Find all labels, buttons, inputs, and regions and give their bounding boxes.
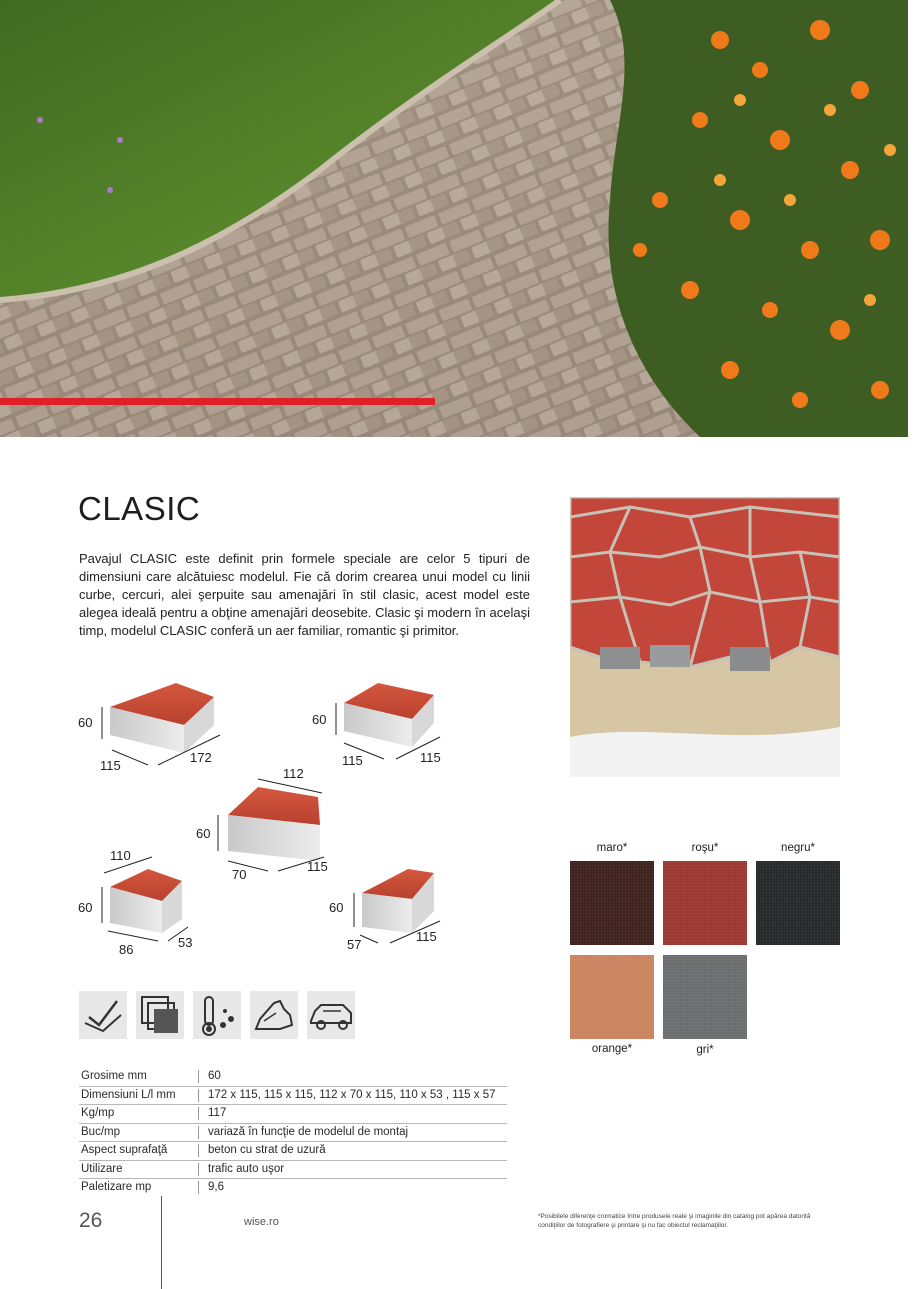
- spec-row: [79, 1087, 507, 1106]
- spec-label: Kg/mp: [81, 1107, 115, 1119]
- dim-b1-w: 115: [100, 758, 121, 773]
- dim-b4-l: 53: [178, 935, 193, 950]
- spec-label: Grosime mm: [81, 1070, 147, 1082]
- frost-resistance-icon: [193, 991, 241, 1039]
- color-label-negru: negru*: [781, 842, 815, 854]
- spec-row: [79, 1124, 507, 1143]
- product-title: CLASIC: [78, 490, 201, 527]
- spec-label: Buc/mp: [81, 1125, 120, 1138]
- block-115x115: [336, 683, 440, 759]
- color-label-maro: maro*: [596, 842, 628, 854]
- spec-value: 172 x 115, 115 x 115, 112 x 70 x 115, 110 x 53 , 115 x 57: [208, 1088, 496, 1101]
- spec-row: [79, 1179, 507, 1197]
- dim-b5-l: 115: [416, 929, 437, 944]
- dim-b2-w: 115: [342, 753, 363, 768]
- block-112x70x115: [218, 779, 324, 871]
- dim-b5-h: 60: [329, 900, 344, 915]
- color-disclaimer: *Posibilele diferenţe cromatice între produsele reale şi imaginile din catalog pot apărea datorită condiţiilor de fotografiere şi printare şi nu fac obiectul reclamaţiilor.: [538, 1213, 811, 1229]
- color-label-orange: orange*: [591, 1043, 633, 1055]
- dim-b4-h: 60: [78, 900, 93, 915]
- spec-label: Paletizare mp: [81, 1181, 152, 1193]
- spec-value: 9,6: [208, 1181, 224, 1193]
- color-swatch-gri: [663, 955, 747, 1039]
- spec-label: Utilizare: [81, 1162, 123, 1175]
- check-mark-icon: [79, 991, 127, 1039]
- dim-b2-l: 115: [420, 750, 441, 765]
- spec-row: [79, 1068, 507, 1087]
- block-110x53: [102, 857, 188, 941]
- accent-red-bar: [0, 398, 435, 405]
- spec-value: variază în funcţie de modelul de montaj: [208, 1125, 409, 1138]
- color-swatch-maro: [570, 861, 654, 945]
- product-description: Pavajul CLASIC este definit prin formele speciale are celor 5 tipuri de dimensiuni care alcătuiesc modelul. Fie că dorim crearea unui model cu linii curbe, cercuri, alei şerpuite sau amenajări în stil clasic, acest model este alegea ideală pentru a obţine amenajări deosebite. Clasic şi modern în acelaşi timp, modelul CLASIC conferă un aer familiar, romantic şi primitor.: [79, 551, 530, 638]
- color-label-rosu: roşu*: [691, 842, 719, 854]
- hero-photo: [0, 0, 908, 437]
- pedestrian-shoe-icon: [250, 991, 298, 1039]
- spec-row: [79, 1161, 507, 1180]
- website-link[interactable]: wise.ro: [244, 1216, 279, 1228]
- spec-value: trafic auto uşor: [208, 1162, 285, 1175]
- color-swatch-rosu: [663, 861, 747, 945]
- page-number: 26: [79, 1209, 103, 1232]
- dim-b4-top: 110: [110, 848, 131, 863]
- dim-b3-l: 115: [307, 859, 328, 874]
- color-swatch-orange: [570, 955, 654, 1039]
- dim-b4-w: 86: [119, 942, 134, 957]
- spec-row: [79, 1105, 507, 1124]
- spec-label: Dimensiuni L/l mm: [81, 1088, 176, 1101]
- spec-value: 117: [208, 1107, 227, 1119]
- dim-b1-h: 60: [78, 715, 93, 730]
- dim-b3-h: 60: [196, 826, 211, 841]
- color-swatch-negru: [756, 861, 840, 945]
- dim-b1-l: 172: [190, 750, 212, 765]
- dim-b2-h: 60: [312, 712, 327, 727]
- dim-b3-top: 112: [283, 766, 304, 781]
- spec-value: beton cu strat de uzură: [208, 1144, 326, 1156]
- dim-b5-w: 57: [347, 937, 362, 952]
- spec-table: [79, 1068, 507, 1197]
- dim-b3-w: 70: [232, 867, 247, 882]
- spec-row: [79, 1142, 507, 1161]
- block-dimensions-diagram: [78, 675, 538, 965]
- car-traffic-icon: [307, 991, 355, 1039]
- color-label-gri: gri*: [696, 1044, 714, 1056]
- layers-icon: [136, 991, 184, 1039]
- spec-value: 60: [208, 1070, 221, 1082]
- paving-detail-photo: [570, 497, 840, 777]
- spec-label: Aspect suprafaţă: [81, 1144, 168, 1156]
- footer-divider: [161, 1196, 162, 1289]
